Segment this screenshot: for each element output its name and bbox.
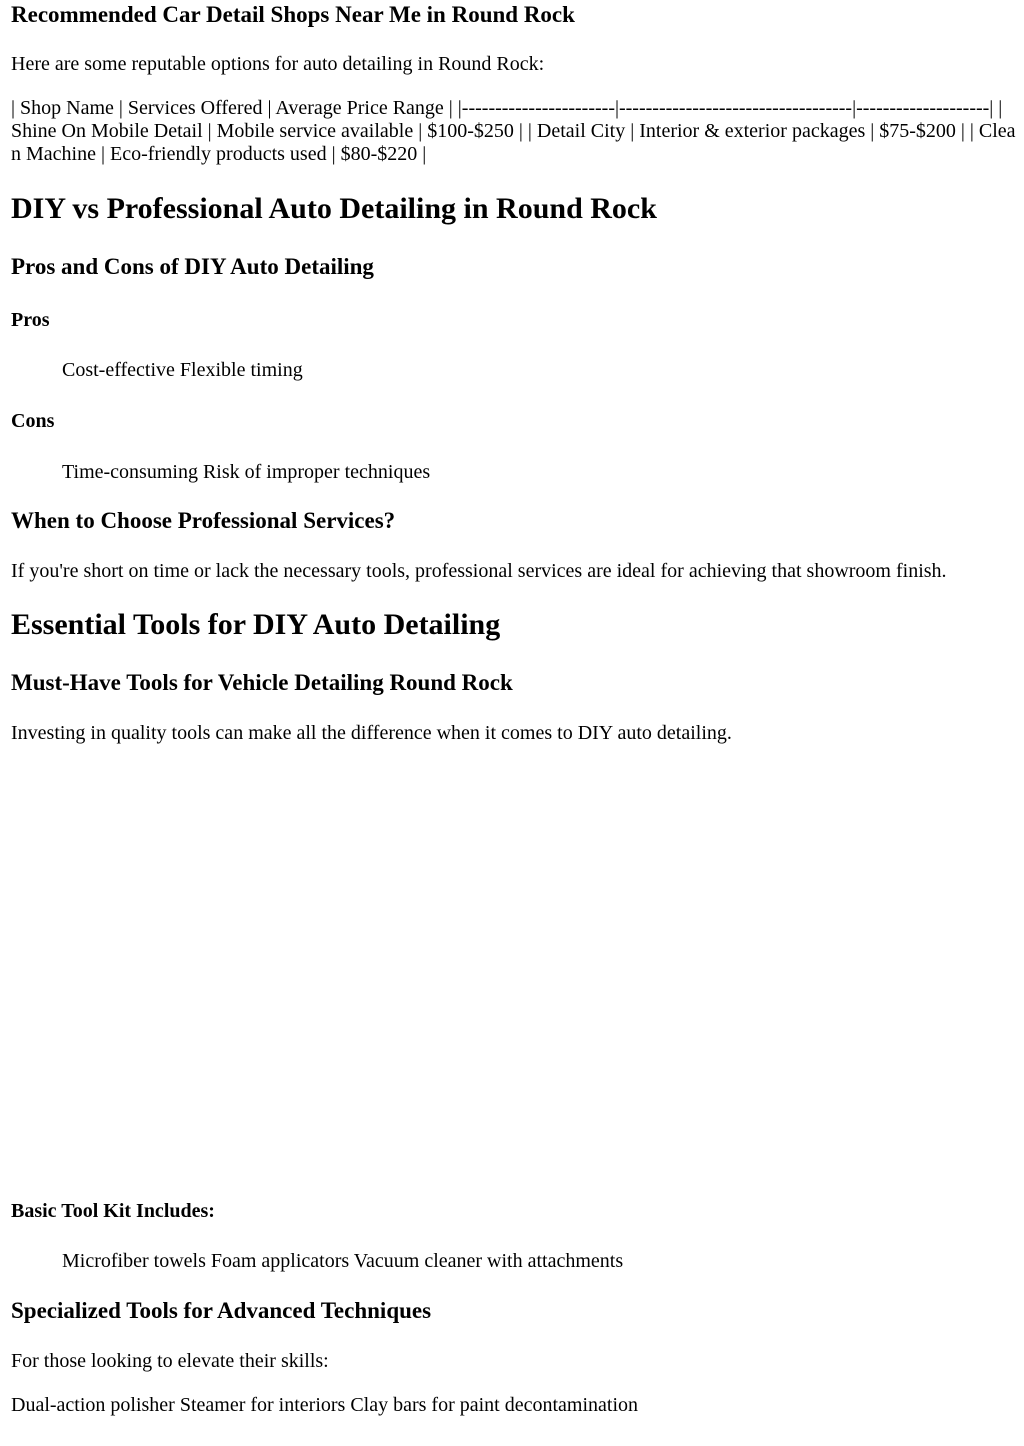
basic-kit-label: Basic Tool Kit Includes: [11, 1200, 215, 1222]
must-have-text: Investing in quality tools can make all the difference when it comes to DIY auto detailing. [11, 722, 732, 744]
specialized-heading: Specialized Tools for Advanced Techniques [11, 1298, 432, 1323]
blank-image-area [11, 765, 1011, 1185]
pros-label: Pros [11, 309, 50, 331]
pros-list: Cost-effective Flexible timing [62, 359, 303, 381]
essential-tools-heading: Essential Tools for DIY Auto Detailing [11, 608, 501, 641]
diy-vs-pro-heading: DIY vs Professional Auto Detailing in Round Rock [11, 192, 657, 225]
shops-intro: Here are some reputable options for auto detailing in Round Rock: [11, 53, 545, 75]
cons-list: Time-consuming Risk of improper techniques [62, 461, 431, 483]
must-have-heading: Must-Have Tools for Vehicle Detailing Round Rock [11, 670, 513, 695]
when-pro-heading: When to Choose Professional Services? [11, 508, 396, 533]
cons-label: Cons [11, 410, 55, 432]
when-pro-text: If you're short on time or lack the necessary tools, professional services are ideal for achieving that showroom finish. [11, 560, 947, 582]
shops-table-text: | Shop Name | Services Offered | Average Price Range | |-----------------------|-----------------------------------|--------------------| | Shine On Mobile Detail | Mobile service available | $100-$250 | | Detail City | Interior & exterior packages | $75-$200 | | Clean Machine | Eco-friendly products used | $80-$220 | [11, 97, 1016, 165]
basic-kit-list: Microfiber towels Foam applicators Vacuum cleaner with attachments [62, 1250, 624, 1272]
specialized-intro: For those looking to elevate their skills: [11, 1350, 329, 1372]
specialized-list: Dual-action polisher Steamer for interiors Clay bars for paint decontamination [11, 1394, 639, 1416]
shops-heading: Recommended Car Detail Shops Near Me in Round Rock [11, 2, 575, 27]
pros-cons-heading: Pros and Cons of DIY Auto Detailing [11, 254, 374, 279]
